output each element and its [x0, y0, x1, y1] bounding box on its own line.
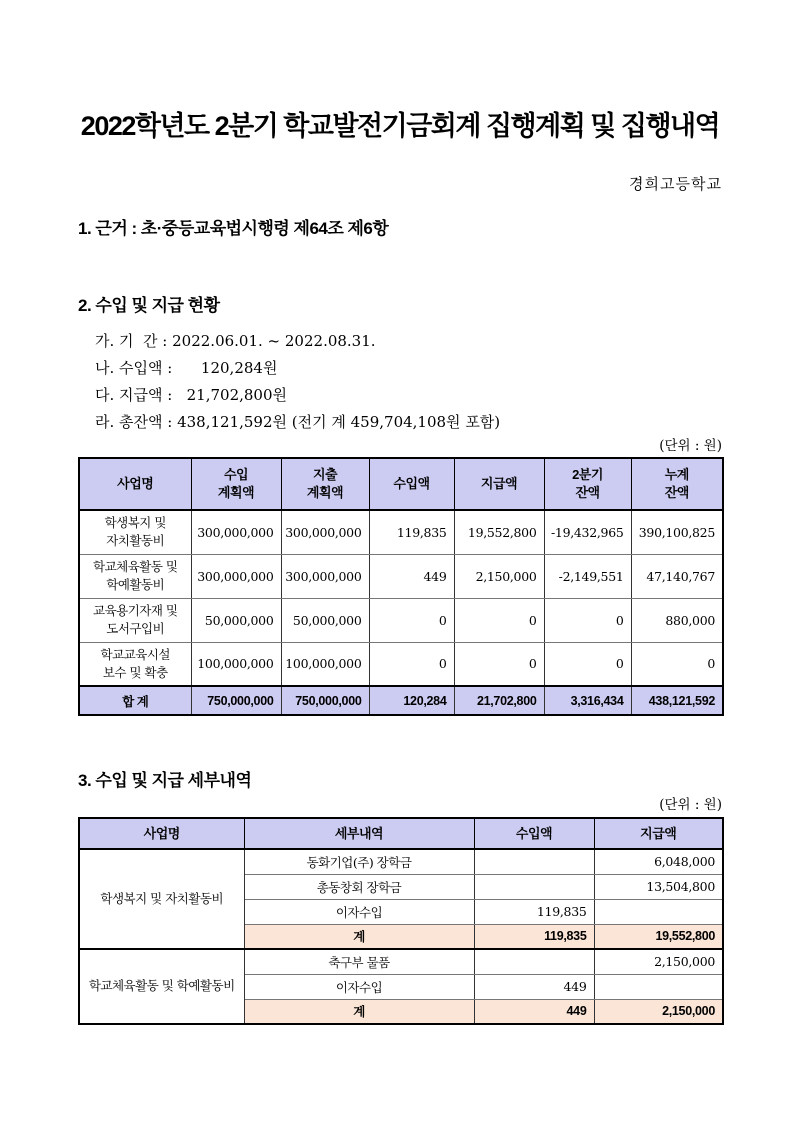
amount-cell: 0 [544, 642, 631, 686]
unit-label: (단위 : 원) [659, 797, 722, 813]
total-amount-cell: 750,000,000 [281, 686, 369, 715]
list-item-payment: 다. 지급액 : 21,702,800원 [95, 386, 287, 404]
section-heading-detail: 3. 수입 및 지급 세부내역 [78, 771, 252, 790]
amount-cell: 0 [631, 642, 723, 686]
total-amount-cell: 750,000,000 [191, 686, 281, 715]
project-name-cell: 교육용기자재 및 도서구입비 [79, 598, 191, 642]
payment-cell: 6,048,000 [594, 849, 723, 874]
project-name-cell: 학생복지 및 자치활동비 [79, 510, 191, 554]
total-label-cell: 합 계 [79, 686, 191, 715]
detail-cell: 축구부 물품 [244, 949, 474, 974]
project-name-cell: 학교교육시설 보수 및 확충 [79, 642, 191, 686]
column-header-income: 수입액 [369, 458, 454, 510]
amount-cell: -19,432,965 [544, 510, 631, 554]
column-header-project: 사업명 [79, 458, 191, 510]
amount-cell: -2,149,551 [544, 554, 631, 598]
detail-table [78, 817, 724, 1025]
amount-cell: 300,000,000 [281, 554, 369, 598]
amount-cell: 300,000,000 [191, 510, 281, 554]
section-heading-basis: 1. 근거 : 초·중등교육법시행령 제64조 제6항 [78, 219, 389, 238]
amount-cell: 119,835 [369, 510, 454, 554]
amount-cell: 390,100,825 [631, 510, 723, 554]
column-header-cumulative-balance: 누계 잔액 [631, 458, 723, 510]
unit-label: (단위 : 원) [659, 438, 722, 454]
amount-cell: 50,000,000 [191, 598, 281, 642]
amount-cell: 0 [454, 642, 544, 686]
amount-cell: 47,140,767 [631, 554, 723, 598]
amount-cell: 449 [369, 554, 454, 598]
amount-cell: 0 [369, 598, 454, 642]
project-name-cell: 학교체육활동 및 학예활동비 [79, 949, 244, 1024]
amount-cell: 880,000 [631, 598, 723, 642]
list-item-period: 가. 기 간 : 2022.06.01. ~ 2022.08.31. [95, 332, 376, 350]
subtotal-payment-cell: 2,150,000 [594, 999, 723, 1024]
column-header-payment: 지급액 [594, 818, 723, 849]
total-row [79, 686, 723, 715]
total-amount-cell: 438,121,592 [631, 686, 723, 715]
summary-table [78, 457, 724, 716]
project-name-cell: 학교체육활동 및 학예활동비 [79, 554, 191, 598]
amount-cell: 100,000,000 [281, 642, 369, 686]
table-row [79, 949, 723, 974]
amount-cell: 300,000,000 [281, 510, 369, 554]
total-amount-cell: 3,316,434 [544, 686, 631, 715]
amount-cell: 100,000,000 [191, 642, 281, 686]
column-header-payment: 지급액 [454, 458, 544, 510]
amount-cell: 2,150,000 [454, 554, 544, 598]
income-cell [474, 874, 594, 899]
amount-cell: 19,552,800 [454, 510, 544, 554]
column-header-income: 수입액 [474, 818, 594, 849]
payment-cell [594, 899, 723, 924]
column-header-project: 사업명 [79, 818, 244, 849]
detail-table-header-row [79, 818, 723, 849]
summary-table-header-row [79, 458, 723, 510]
detail-cell: 동화기업(주) 장학금 [244, 849, 474, 874]
payment-cell: 13,504,800 [594, 874, 723, 899]
column-header-income-plan: 수입 계획액 [191, 458, 281, 510]
list-item-income: 나. 수입액 : 120,284원 [95, 359, 278, 377]
amount-cell: 0 [544, 598, 631, 642]
status-list [78, 328, 722, 436]
column-header-detail: 세부내역 [244, 818, 474, 849]
list-item-total-balance: 라. 총잔액 : 438,121,592원 (전기 계 459,704,108원 포함) [95, 413, 501, 431]
detail-cell: 이자수입 [244, 974, 474, 999]
table-row [79, 598, 723, 642]
subtotal-payment-cell: 19,552,800 [594, 924, 723, 949]
school-name: 경희고등학교 [629, 175, 722, 193]
subtotal-label-cell: 계 [244, 924, 474, 949]
table-row [79, 554, 723, 598]
amount-cell: 300,000,000 [191, 554, 281, 598]
income-cell: 119,835 [474, 899, 594, 924]
project-name-cell: 학생복지 및 자치활동비 [79, 849, 244, 949]
payment-cell [594, 974, 723, 999]
subtotal-income-cell: 119,835 [474, 924, 594, 949]
table-row [79, 642, 723, 686]
amount-cell: 0 [454, 598, 544, 642]
payment-cell: 2,150,000 [594, 949, 723, 974]
amount-cell: 50,000,000 [281, 598, 369, 642]
subtotal-label-cell: 계 [244, 999, 474, 1024]
detail-cell: 총동창회 장학금 [244, 874, 474, 899]
income-cell [474, 849, 594, 874]
income-cell [474, 949, 594, 974]
total-amount-cell: 21,702,800 [454, 686, 544, 715]
subtotal-income-cell: 449 [474, 999, 594, 1024]
table-row [79, 849, 723, 874]
column-header-q2-balance: 2분기 잔액 [544, 458, 631, 510]
amount-cell: 0 [369, 642, 454, 686]
column-header-expense-plan: 지출 계획액 [281, 458, 369, 510]
page-title: 2022학년도 2분기 학교발전기금회계 집행계획 및 집행내역 [80, 111, 720, 141]
table-row [79, 510, 723, 554]
section-heading-income-payment-status: 2. 수입 및 지급 현황 [78, 296, 220, 315]
detail-cell: 이자수입 [244, 899, 474, 924]
total-amount-cell: 120,284 [369, 686, 454, 715]
income-cell: 449 [474, 974, 594, 999]
